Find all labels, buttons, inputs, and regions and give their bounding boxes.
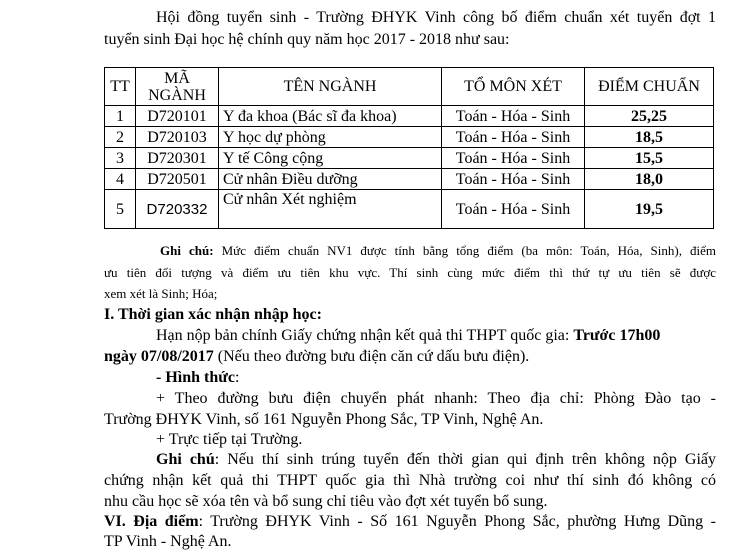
row-name: Y đa khoa (Bác sĩ đa khoa) xyxy=(219,106,442,127)
table-row xyxy=(105,190,714,229)
note-2-line-2: chứng nhận kết quả thi THPT quốc gia thì Nhà trường coi như thí sinh đó không có xyxy=(104,472,716,489)
form-label: - Hình thức xyxy=(156,369,235,386)
row-code: D720501 xyxy=(136,169,219,190)
row-name: Cử nhân Điều dưỡng xyxy=(219,169,442,190)
note-2-label: Ghi chú xyxy=(156,451,215,468)
table-row xyxy=(105,127,714,148)
header-code-line2: NGÀNH xyxy=(148,86,206,104)
post-line-1: + Theo đường bưu điện chuyển phát nhanh: Theo địa chỉ: Phòng Đào tạo - xyxy=(156,390,716,407)
row-combo: Toán - Hóa - Sinh xyxy=(442,106,585,127)
row-name: Cử nhân Xét nghiệm xyxy=(219,190,442,229)
row-tt: 1 xyxy=(105,106,136,127)
row-code: D720103 xyxy=(136,127,219,148)
row-code: D720332 xyxy=(146,200,208,218)
row-tt: 3 xyxy=(105,148,136,169)
post-line-2: Trường ĐHYK Vinh, số 161 Nguyễn Phong Sắc, TP Vinh, Nghệ An. xyxy=(104,411,544,428)
section-6-text-1: : Trường ĐHYK Vinh - Số 161 Nguyễn Phong Sắc, phường Hưng Dũng - xyxy=(198,513,716,530)
row-score: 18,0 xyxy=(585,169,714,190)
header-score: ĐIỂM CHUẨN xyxy=(585,68,714,106)
row-code-cell xyxy=(136,190,219,229)
intro-line-2: tuyển sinh Đại học hệ chính quy năm học 2017 - 2018 như sau: xyxy=(104,31,510,48)
row-code: D720301 xyxy=(136,148,219,169)
row-tt: 4 xyxy=(105,169,136,190)
form-colon: : xyxy=(234,369,240,386)
cutoff-score-table xyxy=(104,67,714,229)
note-2-line-3: nhu cầu học sẽ xóa tên và bổ sung chỉ tiêu vào đợt xét tuyển bổ sung. xyxy=(104,493,548,510)
table-row xyxy=(105,148,714,169)
note-2-text-1: : Nếu thí sinh trúng tuyển đến thời gian qui định trên không nộp Giấy xyxy=(214,451,716,468)
header-code xyxy=(136,68,219,106)
section-1-heading: I. Thời gian xác nhận nhập học: xyxy=(104,306,322,323)
deadline-prefix: Hạn nộp bản chính Giấy chứng nhận kết quả thi THPT quốc gia: xyxy=(156,327,574,344)
section-6-heading: VI. Địa điểm xyxy=(104,513,199,530)
note-2-line-1 xyxy=(156,450,716,470)
note-1-line-3: xem xét là Sinh; Hóa; xyxy=(104,286,218,301)
header-code-line1: MÃ xyxy=(164,69,190,87)
row-combo: Toán - Hóa - Sinh xyxy=(442,190,585,229)
deadline-time: Trước 17h00 xyxy=(573,327,661,344)
row-score: 18,5 xyxy=(585,127,714,148)
deadline-line-1 xyxy=(156,326,660,346)
table-header-row xyxy=(105,68,714,106)
note-1-line-1 xyxy=(160,242,716,259)
header-combo: TỔ MÔN XÉT xyxy=(442,68,585,106)
row-tt: 5 xyxy=(105,190,136,229)
header-name: TÊN NGÀNH xyxy=(219,68,442,106)
row-name: Y học dự phòng xyxy=(219,127,442,148)
row-score: 15,5 xyxy=(585,148,714,169)
row-combo: Toán - Hóa - Sinh xyxy=(442,148,585,169)
row-tt: 2 xyxy=(105,127,136,148)
deadline-rest: (Nếu theo đường bưu điện căn cứ dấu bưu điện). xyxy=(213,348,530,365)
row-name: Y tế Công cộng xyxy=(219,148,442,169)
direct-line: + Trực tiếp tại Trường. xyxy=(156,431,303,448)
section-6-line-1 xyxy=(104,512,716,532)
deadline-line-2 xyxy=(104,347,529,367)
table-row xyxy=(105,106,714,127)
header-tt: TT xyxy=(105,68,136,106)
row-score: 19,5 xyxy=(585,190,714,229)
deadline-date: ngày 07/08/2017 xyxy=(104,348,214,365)
note-1-text-1: Mức điểm chuẩn NV1 được tính bằng tổng điểm (ba môn: Toán, Hóa, Sinh), điểm xyxy=(221,243,716,258)
intro-line-1: Hội đồng tuyển sinh - Trường ĐHYK Vinh công bố điểm chuẩn xét tuyển đợt 1 xyxy=(156,9,716,26)
row-code: D720101 xyxy=(136,106,219,127)
note-1-line-2: ưu tiên đối tượng và điểm ưu tiên khu vực. Thí sinh cùng mức điểm thì thứ tự ưu tiên sẽ được xyxy=(104,265,716,280)
row-score: 25,25 xyxy=(585,106,714,127)
row-combo: Toán - Hóa - Sinh xyxy=(442,127,585,148)
note-1-label: Ghi chú: xyxy=(160,243,214,258)
form-label-line xyxy=(156,368,239,388)
row-combo: Toán - Hóa - Sinh xyxy=(442,169,585,190)
table-row xyxy=(105,169,714,190)
section-6-line-2: TP Vinh - Nghệ An. xyxy=(104,533,232,550)
